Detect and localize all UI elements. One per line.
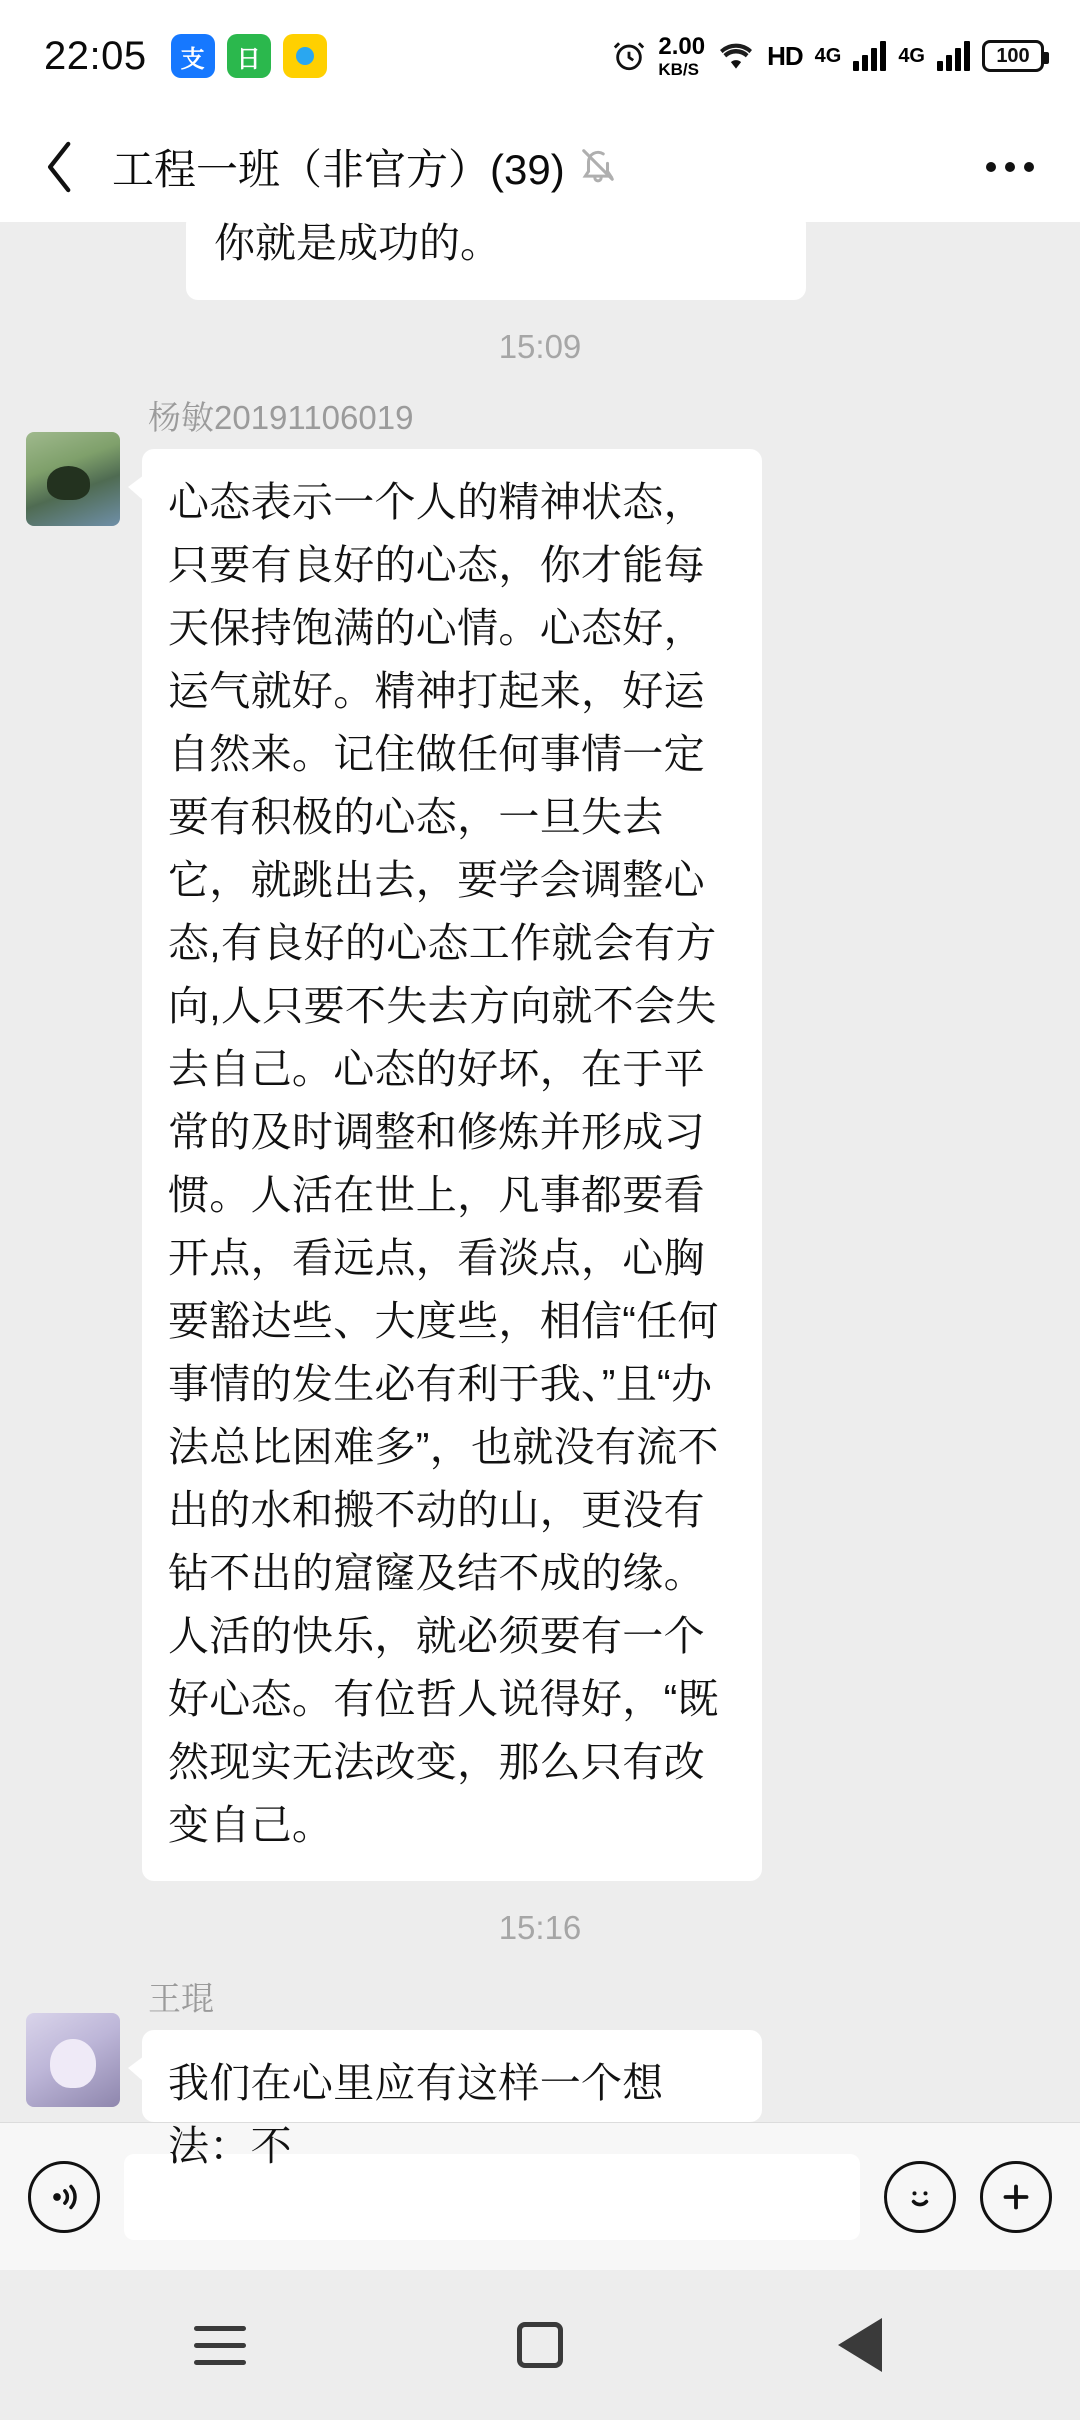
avatar[interactable] <box>26 432 120 526</box>
signal-2-label: 4G <box>898 44 925 67</box>
menu-icon[interactable] <box>160 2300 280 2390</box>
avatar[interactable] <box>26 2013 120 2107</box>
hd-label: HD <box>767 40 803 71</box>
message-input-bar <box>0 2122 1080 2270</box>
status-time: 22:05 <box>44 33 147 78</box>
message-bubble[interactable]: 我们在心里应有这样一个想法：不 <box>142 2030 762 2122</box>
partial-message-bubble: 你就是成功的。 <box>186 212 806 300</box>
yellow-app-icon <box>283 34 327 78</box>
status-app-icons <box>171 34 327 78</box>
back-triangle-icon[interactable] <box>800 2300 920 2390</box>
chat-header <box>0 112 1080 222</box>
message-timestamp: 15:16 <box>498 1909 582 1946</box>
system-nav-bar <box>0 2270 1080 2420</box>
chat-message <box>26 1973 1054 2169</box>
network-speed: 2.00 KB/S <box>658 32 706 79</box>
message-timestamp: 15:09 <box>498 328 582 365</box>
sender-name: 杨敏20191106019 <box>148 399 414 436</box>
page-title: 工程一班（非官方）(39) <box>112 146 565 193</box>
back-chevron-icon[interactable] <box>40 141 80 193</box>
battery-indicator: 100 <box>982 40 1044 72</box>
signal-2-bars <box>937 41 970 71</box>
chat-message-list[interactable] <box>0 220 1080 2169</box>
voice-input-icon[interactable] <box>28 2161 100 2233</box>
more-options-icon[interactable] <box>980 142 1040 192</box>
emoji-icon[interactable] <box>884 2161 956 2233</box>
signal-1-bars <box>853 41 886 71</box>
mute-bell-icon[interactable] <box>579 146 617 189</box>
message-bubble[interactable]: 心态表示一个人的精神状态，只要有良好的心态，你才能每天保持饱满的心情。心态好，运气就好。精神打起来，好运自然来。记住做任何事情一定要有积极的心态，一旦失去它，就跳出去，要学会调整心态,有良好的心态工作就会有方向,人只要不失去方向就不会失去自己。心态的好坏，在于平常的及时调整和修炼并形成习惯。人活在世上，凡事都要看开点，看远点，看淡点，心胸要豁达些、大度些，相信“任何事情的发生必有利于我、”且“办法总比困难多”，也就没有流不出的水和搬不动的山，更没有钻不出的窟窿及结不成的缘。人活的快乐，就必须要有一个好心态。有位哲人说得好，“既然现实无法改变，那么只有改变自己。 <box>142 449 762 1881</box>
alipay-icon: 支 <box>171 34 215 78</box>
add-more-icon[interactable] <box>980 2161 1052 2233</box>
signal-1-label: 4G <box>814 44 842 67</box>
wifi-icon <box>717 41 755 71</box>
status-bar <box>0 0 1080 112</box>
sender-name: 王琨 <box>148 1980 214 2017</box>
alarm-clock-icon <box>612 39 646 73</box>
status-right-icons <box>612 32 1044 79</box>
chat-message <box>26 392 1054 1881</box>
green-app-icon: 日 <box>227 34 271 78</box>
home-icon[interactable] <box>480 2300 600 2390</box>
